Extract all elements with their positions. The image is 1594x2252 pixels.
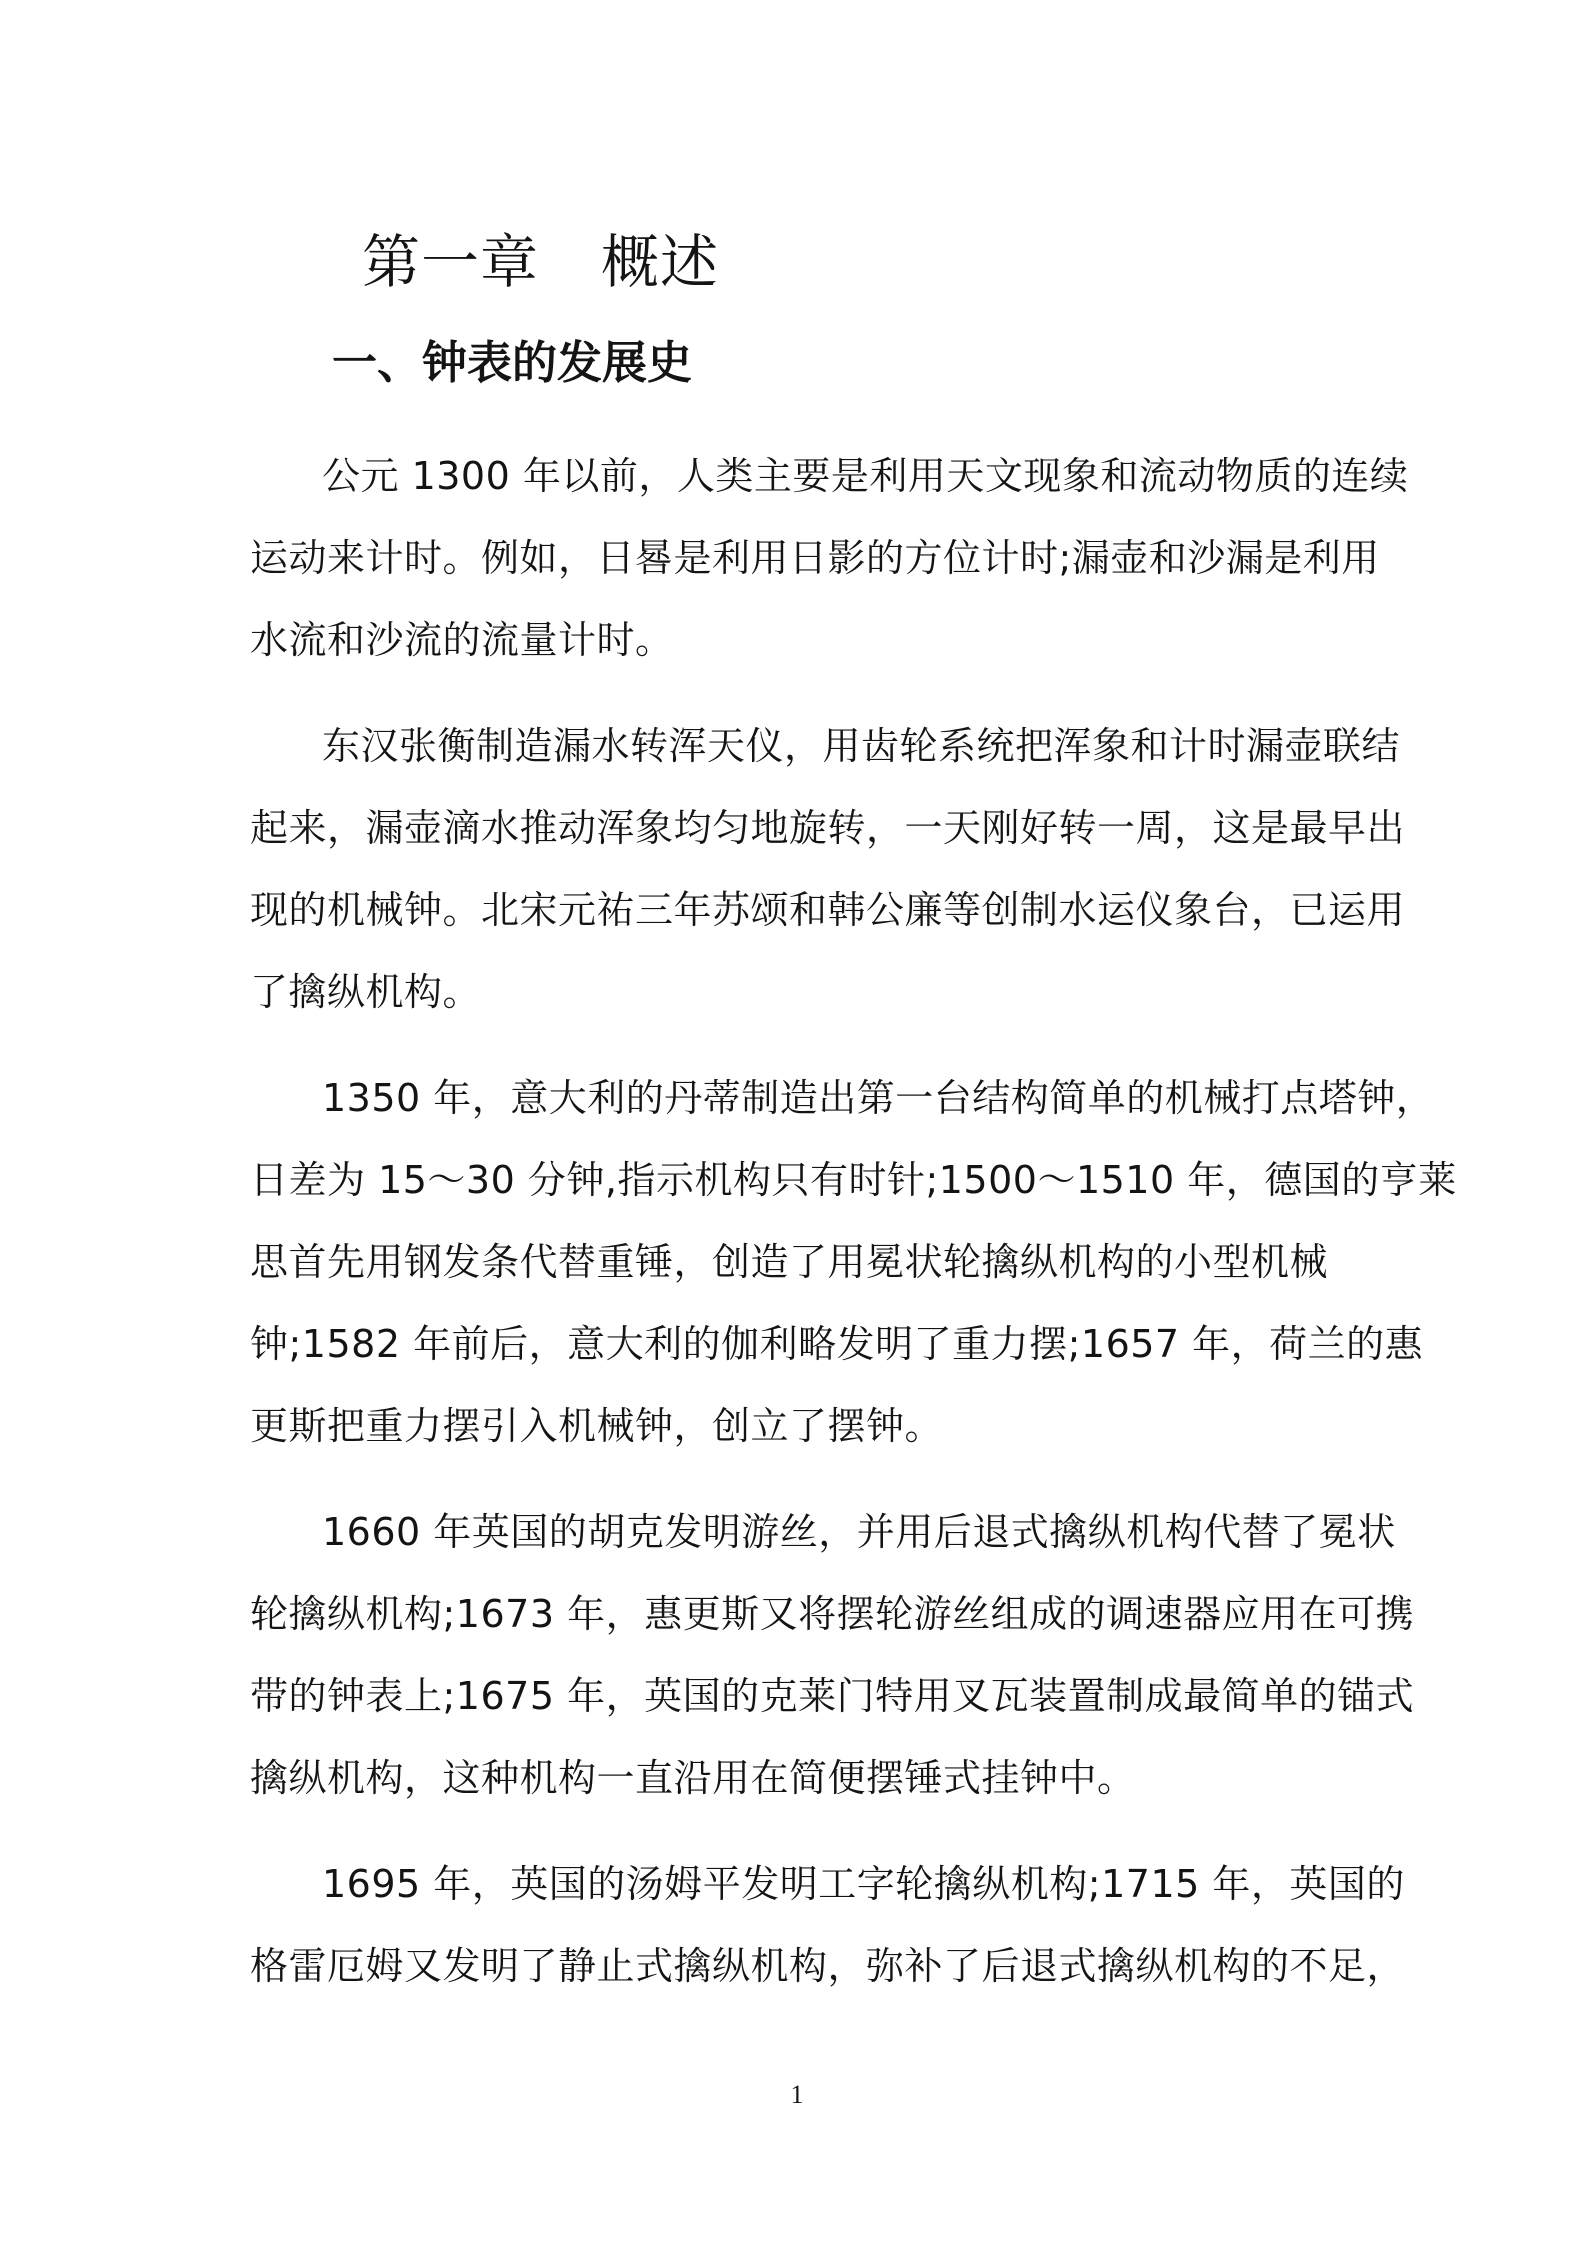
paragraph-4-line-3: 带的钟表上;1675 年，英国的克莱门特用叉瓦装置制成最简单的锚式: [250, 1674, 1415, 1718]
paragraph-5-line-2: 格雷厄姆又发明了静止式擒纵机构，弥补了后退式擒纵机构的不足，: [250, 1944, 1406, 1988]
paragraph-3-line-4: 钟;1582 年前后，意大利的伽利略发明了重力摆;1657 年，荷兰的惠: [250, 1322, 1424, 1366]
paragraph-3-line-3: 思首先用钢发条代替重锤，创造了用冕状轮擒纵机构的小型机械: [250, 1240, 1329, 1284]
paragraph-1-line-2: 运动来计时。例如，日晷是利用日影的方位计时;漏壶和沙漏是利用: [250, 536, 1380, 580]
section-title: 一、钟表的发展史: [332, 336, 693, 389]
paragraph-3-line-1: 1350 年，意大利的丹蒂制造出第一台结构简单的机械打点塔钟，: [322, 1076, 1435, 1120]
paragraph-2-line-2: 起来，漏壶滴水推动浑象均匀地旋转，一天刚好转一周，这是最早出: [250, 806, 1406, 850]
chapter-title: [362, 222, 719, 302]
paragraph-3-line-5: 更斯把重力摆引入机械钟，创立了摆钟。: [250, 1404, 944, 1448]
paragraph-1-line-1: 公元 1300 年以前，人类主要是利用天文现象和流动物质的连续: [322, 454, 1409, 498]
paragraph-5-line-1: 1695 年，英国的汤姆平发明工字轮擒纵机构;1715 年，英国的: [322, 1862, 1405, 1906]
paragraph-2-line-4: 了擒纵机构。: [250, 970, 482, 1014]
paragraph-3-line-2: 日差为 15～30 分钟,指示机构只有时针;1500～1510 年，德国的亨莱: [250, 1158, 1457, 1202]
paragraph-4-line-2: 轮擒纵机构;1673 年，惠更斯又将摆轮游丝组成的调速器应用在可携: [250, 1592, 1415, 1636]
paragraph-4-line-1: 1660 年英国的胡克发明游丝，并用后退式擒纵机构代替了冕状: [322, 1510, 1396, 1554]
paragraph-2-line-1: 东汉张衡制造漏水转浑天仪，用齿轮系统把浑象和计时漏壶联结: [322, 724, 1401, 768]
chapter-number: 第一章: [362, 228, 540, 296]
paragraph-1-line-3: 水流和沙流的流量计时。: [250, 618, 674, 662]
chapter-name: 概述: [601, 228, 720, 296]
paragraph-2-line-3: 现的机械钟。北宋元祐三年苏颂和韩公廉等创制水运仪象台，已运用: [250, 888, 1406, 932]
page-number: 1: [790, 2080, 804, 2109]
paragraph-4-line-4: 擒纵机构，这种机构一直沿用在简便摆锤式挂钟中。: [250, 1756, 1136, 1800]
